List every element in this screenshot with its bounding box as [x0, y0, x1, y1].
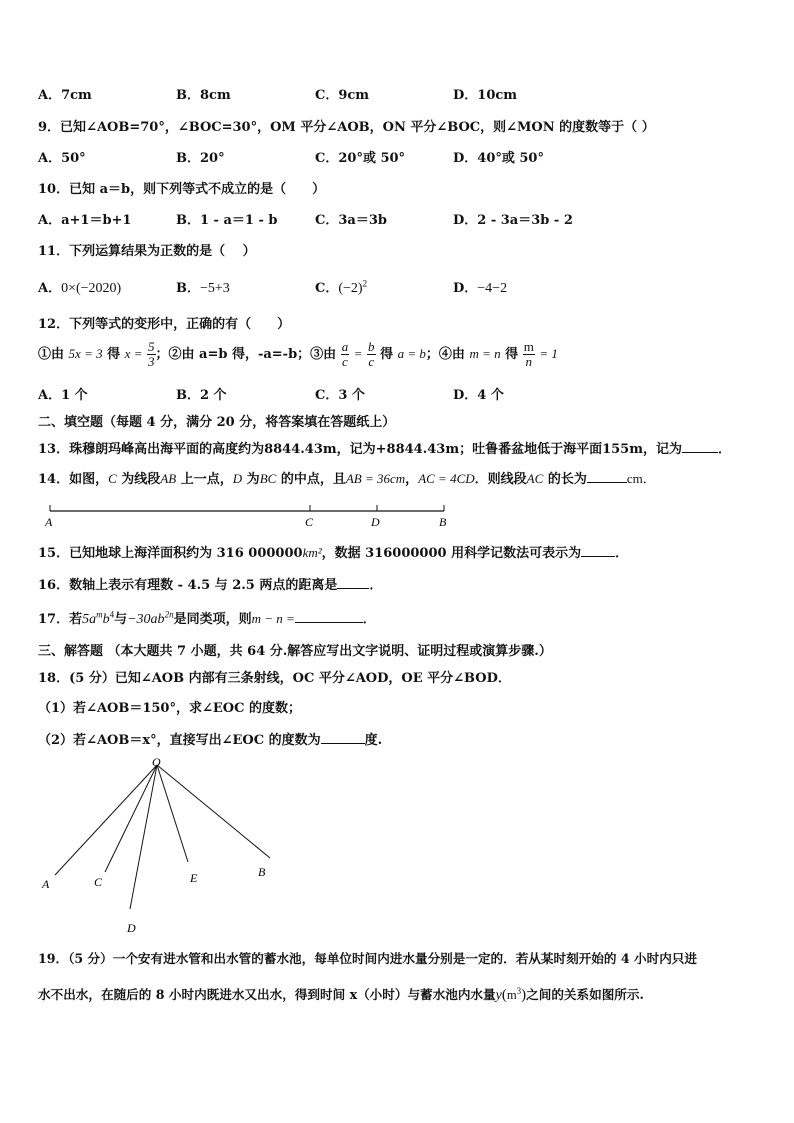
- q12-option-a: A．1 个: [38, 388, 88, 403]
- q19-y: y: [495, 988, 502, 1003]
- fraction-denominator: c: [368, 354, 375, 369]
- q12-item3-fraction-right: [367, 340, 376, 369]
- q15: [38, 542, 628, 561]
- fraction-denominator: 3: [148, 354, 155, 369]
- q11-option-c: [315, 277, 367, 297]
- fraction-numerator: 5: [148, 339, 155, 354]
- q14-segment-ab: AB: [160, 471, 177, 486]
- q14-text: 14．如图，: [38, 472, 109, 487]
- q12-item4-de: 得: [505, 347, 519, 362]
- label-e: E: [190, 871, 198, 885]
- q10-option-c: C．3a＝3b: [315, 213, 387, 228]
- q12-item4-prefix: ；④由: [425, 347, 465, 362]
- q12-item2: ；②由 a=b 得，-a=-b；③由: [155, 347, 337, 362]
- rays-figure: [30, 752, 290, 940]
- q8-option-b: B．8cm: [176, 88, 231, 103]
- q12-item3-de: 得: [380, 347, 394, 362]
- fraction-numerator: m: [523, 339, 534, 354]
- q15-text2: ，数据 316000000 用科学记数法可表示为: [321, 546, 582, 561]
- q14-text: ，: [405, 472, 419, 487]
- q16-end: ．: [369, 578, 383, 593]
- q14-segment-ac: AC: [526, 471, 544, 486]
- q11-option-d: [453, 277, 507, 297]
- label-a: A: [45, 515, 53, 529]
- q11-option-d-expr: −4−2: [477, 281, 508, 296]
- q18-part2-end: 度.: [364, 733, 383, 748]
- fraction-numerator: b: [368, 339, 375, 354]
- q14-point-d: D: [232, 471, 243, 486]
- q17-term1-b-exp: 4: [109, 609, 115, 620]
- q17-prefix: 17．若: [38, 612, 83, 627]
- q12-item1-de: 得: [107, 347, 121, 362]
- fraction-denominator: n: [525, 354, 532, 369]
- q18-part2: [38, 729, 382, 748]
- ray-oc: [105, 765, 157, 872]
- q17-term2-exp: 2n: [164, 609, 174, 620]
- q16: [38, 574, 382, 593]
- q16-text: 16．数轴上表示有理数 - 4.5 与 2.5 两点的距离是: [38, 578, 338, 593]
- q10-stem: 10．已知 a＝b，则下列等式不成立的是（ ）: [38, 182, 326, 197]
- q11-option-c-expr: (−2): [338, 281, 363, 296]
- q17-expr: m − n =: [251, 611, 295, 626]
- q12-item1-equation: 5x = 3: [68, 346, 103, 361]
- q8-option-a: A．7cm: [38, 88, 92, 103]
- q11-option-b-expr: −5+3: [200, 281, 230, 296]
- q14-equation-ac: AC = 4CD: [418, 471, 475, 486]
- q14-text: ．则线段: [474, 472, 527, 487]
- q9-option-a: A．50°: [38, 151, 86, 166]
- q12-item1-x: x =: [124, 346, 143, 361]
- label-b: B: [439, 515, 447, 529]
- q11-option-a-label: A．: [38, 281, 62, 296]
- q14-point-c: C: [108, 471, 117, 486]
- q12-option-d: D．4 个: [453, 388, 504, 403]
- q18-part2-text: （2）若∠AOB＝x°，直接写出∠EOC 的度数为: [38, 733, 321, 748]
- q19-line2: 水不出水，在随后的 8 小时内既进水又出水，得到时间 x（小时）与蓄水池内水量$y(m^3)$之间的关系如图所示.: [38, 985, 644, 1003]
- ray-oe: [157, 765, 188, 862]
- answer-blank: [581, 544, 615, 557]
- q12-item4-fraction: [523, 340, 535, 369]
- q17-term1: 5a: [82, 612, 97, 627]
- q19-line1: 19．（5 分）一个安有进水管和出水管的蓄水池，每单位时间内进水量分别是一定的．若从某时刻开始的 4 小时内只进: [38, 951, 697, 966]
- q14-text: 的中点，且: [280, 472, 346, 487]
- q9-option-c: C．20°或 50°: [315, 151, 406, 166]
- q11-option-a: [38, 277, 121, 297]
- q12-item1-fraction: [147, 340, 156, 369]
- answer-blank: [682, 440, 718, 453]
- q11-option-b: [176, 277, 230, 297]
- q12-item1-prefix: ①由: [38, 347, 65, 362]
- q14-text: 上一点，: [180, 472, 233, 487]
- section-2-heading: 二、填空题（每题 4 分，满分 20 分，将答案填在答题纸上）: [38, 415, 396, 430]
- q10-option-b: B．1 - a＝1 - b: [176, 213, 278, 228]
- ray-oa: [55, 765, 157, 875]
- q17-term2: −30ab: [127, 612, 165, 627]
- q17-term1-b: b: [102, 612, 110, 627]
- q17-post: 是同类项，则: [173, 612, 252, 627]
- q14-text: 为: [246, 472, 260, 487]
- q14-equation-ab: AB = 36cm: [345, 471, 406, 486]
- q11-option-a-expr: 0×(−2020): [61, 281, 122, 296]
- q13-text: 13．珠穆朗玛峰高出海平面的高度约为8844.43m，记为+8844.43m；吐鲁番盆地低于海平面155m，记为: [38, 442, 682, 457]
- q12-option-b: B．2 个: [176, 388, 227, 403]
- q13: [38, 438, 731, 457]
- q11-option-c-label: C．: [315, 281, 339, 296]
- q15-text: 15．已知地球上海洋面积约为 316 000000: [38, 546, 303, 561]
- q14-text: 为线段: [121, 472, 161, 487]
- ray-od: [130, 765, 157, 909]
- label-o: O: [152, 755, 161, 769]
- q8-option-d: D．10cm: [453, 88, 518, 103]
- q14-segment-bc: BC: [259, 471, 277, 486]
- ray-ob: [157, 765, 270, 858]
- q17-term1-exp: m: [96, 609, 103, 620]
- label-c: C: [94, 875, 103, 889]
- q18-part1: （1）若∠AOB＝150°，求∠EOC 的度数；: [38, 701, 301, 716]
- q15-unit: km²: [302, 545, 322, 560]
- q8-option-c: C．9cm: [315, 88, 370, 103]
- fraction-numerator: a: [341, 339, 349, 354]
- q14-unit: cm．: [626, 471, 656, 486]
- q19-line2-end: 之间的关系如图所示.: [526, 987, 644, 1002]
- q15-end: ．: [615, 546, 629, 561]
- section-3-heading: 三、解答题 （本大题共 7 小题，共 64 分.解答应写出文字说明、证明过程或演算步骤.）: [38, 644, 552, 659]
- q18-stem: 18．(5 分）已知∠AOB 内部有三条射线，OC 平分∠AOD，OE 平分∠BOD．: [38, 671, 511, 686]
- q10-option-a: A．a+1＝b+1: [38, 213, 132, 228]
- q17-end: ．: [362, 612, 376, 627]
- answer-blank: [295, 610, 363, 623]
- label-b: B: [258, 865, 266, 879]
- answer-blank: [587, 470, 627, 483]
- q12-item3-result: a = b: [397, 346, 426, 361]
- segment-figure: [38, 496, 458, 532]
- answer-blank: [337, 576, 369, 589]
- q10-option-d: D．2 - 3a＝3b - 2: [453, 213, 573, 228]
- label-d: D: [127, 921, 136, 935]
- label-d: D: [371, 515, 380, 529]
- q12-item4-result: = 1: [539, 346, 558, 361]
- q9-option-d: D．40°或 50°: [453, 151, 544, 166]
- q11-option-b-label: B．: [176, 281, 200, 296]
- q12-item4-equation: m = n: [469, 346, 501, 361]
- q12-option-c: C．3 个: [315, 388, 365, 403]
- q19-unit-exp: 3: [516, 985, 522, 996]
- q14-text: 的长为: [547, 472, 587, 487]
- q11-option-c-exponent: 2: [362, 278, 368, 289]
- q12-item3-fraction-left: [341, 340, 350, 369]
- q13-end: ．: [717, 442, 731, 457]
- label-a: A: [42, 877, 50, 891]
- q14: [38, 468, 656, 487]
- q17-mid: 与: [114, 612, 128, 627]
- q9-option-b: B．20°: [176, 151, 225, 166]
- q12-items: ①由 5x = 3 得 x = $\frac{5}{3}$ ；②由 a=b 得，-a=-b；③由 $\frac{a}{c}$ = $\frac{b}{c}$ 得 a = b；④由 m = n 得 $\frac{m}{n}$ = 1: [38, 339, 558, 369]
- q17: [38, 608, 376, 628]
- answer-blank: [321, 731, 365, 744]
- label-c: C: [305, 515, 314, 529]
- q12-stem: 12．下列等式的变形中，正确的有（ ）: [38, 317, 291, 332]
- fraction-denominator: c: [342, 354, 348, 369]
- q9-stem: 9．已知∠AOB=70°，∠BOC=30°，OM 平分∠AOB，ON 平分∠BOC，则∠MON 的度数等于（ ）: [38, 120, 655, 135]
- q11-option-d-label: D．: [453, 281, 478, 296]
- q11-stem: 11．下列运算结果为正数的是（ ）: [38, 244, 256, 259]
- q19-line2-text: 水不出水，在随后的 8 小时内既进水又出水，得到时间 x（小时）与蓄水池内水量: [38, 987, 496, 1002]
- q19-unit: m: [506, 988, 517, 1002]
